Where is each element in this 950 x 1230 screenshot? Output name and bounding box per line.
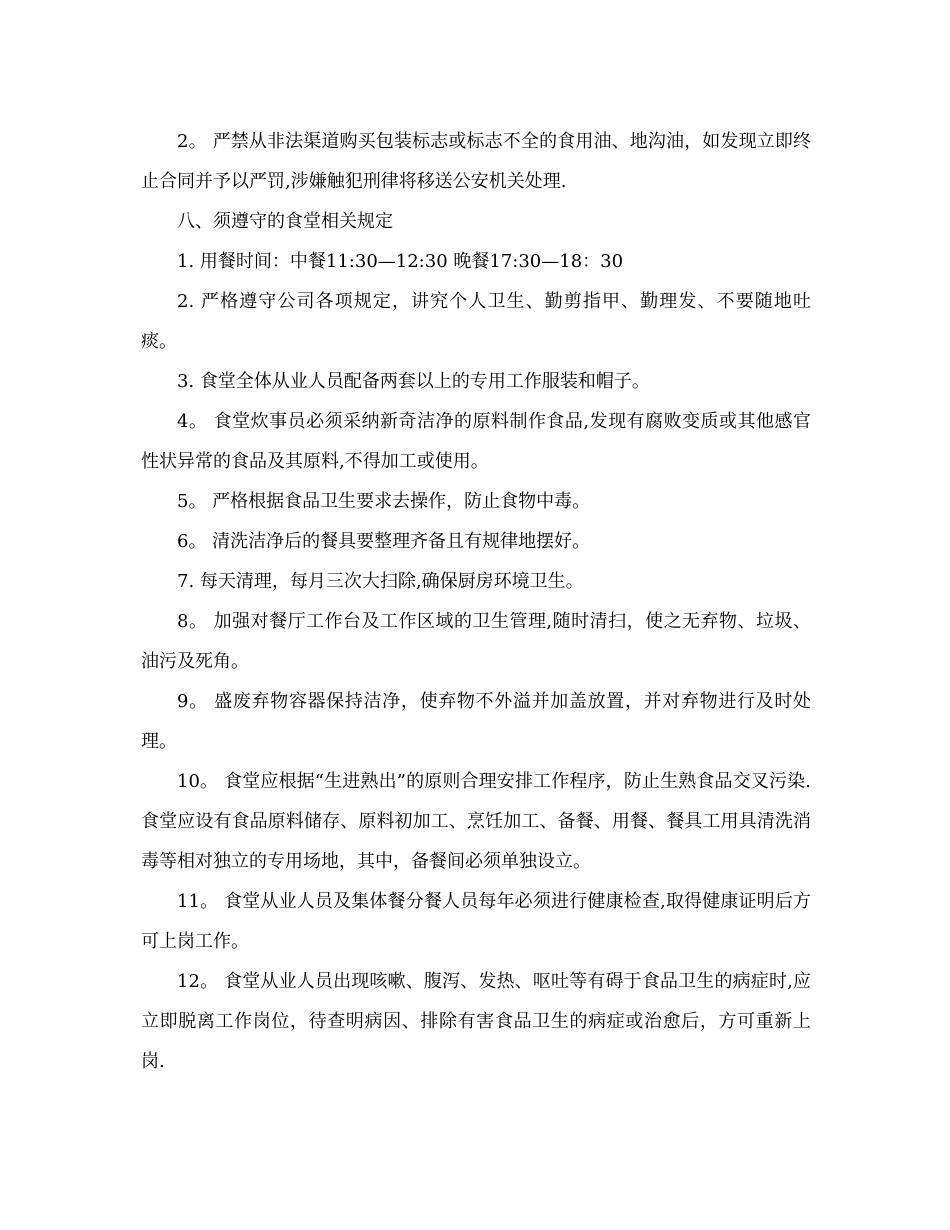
- section-heading-canteen-rules: 八、须遵守的食堂相关规定: [177, 211, 393, 232]
- paragraph-item-12-illness: 12。 食堂从业人员出现咳嗽、腹泻、发热、呕吐等有碍于食品卫生的病症时,应立即脱离工作岗位，待查明病因、排除有害食品卫生的病症或治愈后，方可重新上岗.: [141, 971, 811, 1072]
- paragraph-item-7-cleaning: 7. 每天清理，每月三次大扫除,确保厨房环境卫生。: [177, 571, 584, 592]
- paragraph-item-6-tableware: 6。 清洗洁净后的餐具要整理齐备且有规律地摆好。: [177, 531, 591, 552]
- paragraph-item-2-oil-ban: 2。 严禁从非法渠道购买包装标志或标志不全的食用油、地沟油，如发现立即终止合同并予以严罚,涉嫌触犯刑律将移送公安机关处理.: [141, 131, 811, 192]
- paragraph-item-5-food-safety: 5。 严格根据食品卫生要求去操作，防止食物中毒。: [177, 491, 591, 512]
- paragraph-item-10-workflow: 10。 食堂应根据“生进熟出”的原则合理安排工作程序，防止生熟食品交叉污染.食堂应设有食品原料储存、原料初加工、烹饪加工、备餐、用餐、餐具工用具清洗消毒等相对独立的专用场地，其中，备餐间必须单独设立。: [141, 771, 811, 872]
- paragraph-item-11-health-check: 11。 食堂从业人员及集体餐分餐人员每年必须进行健康检查,取得健康证明后方可上岗工作。: [141, 891, 811, 952]
- paragraph-item-4-fresh-ingredients: 4。 食堂炊事员必须采纳新奇洁净的原料制作食品,发现有腐败变质或其他感官性状异常的食品及其原料,不得加工或使用。: [141, 411, 811, 472]
- paragraph-item-8-workspace: 8。 加强对餐厅工作台及工作区域的卫生管理,随时清扫，使之无弃物、垃圾、油污及死角。: [141, 611, 811, 672]
- paragraph-item-9-waste: 9。 盛废弃物容器保持洁净，使弃物不外溢并加盖放置，并对弃物进行及时处理。: [141, 691, 811, 752]
- document-page: [141, 122, 811, 1082]
- paragraph-item-2-hygiene: 2. 严格遵守公司各项规定，讲究个人卫生、勤剪指甲、勤理发、不要随地吐痰。: [141, 291, 811, 352]
- paragraph-item-1-meal-times: 1. 用餐时间：中餐11:30—12:30 晚餐17:30—18：30: [177, 251, 624, 272]
- paragraph-item-3-uniforms: 3. 食堂全体从业人员配备两套以上的专用工作服装和帽子。: [177, 371, 650, 392]
